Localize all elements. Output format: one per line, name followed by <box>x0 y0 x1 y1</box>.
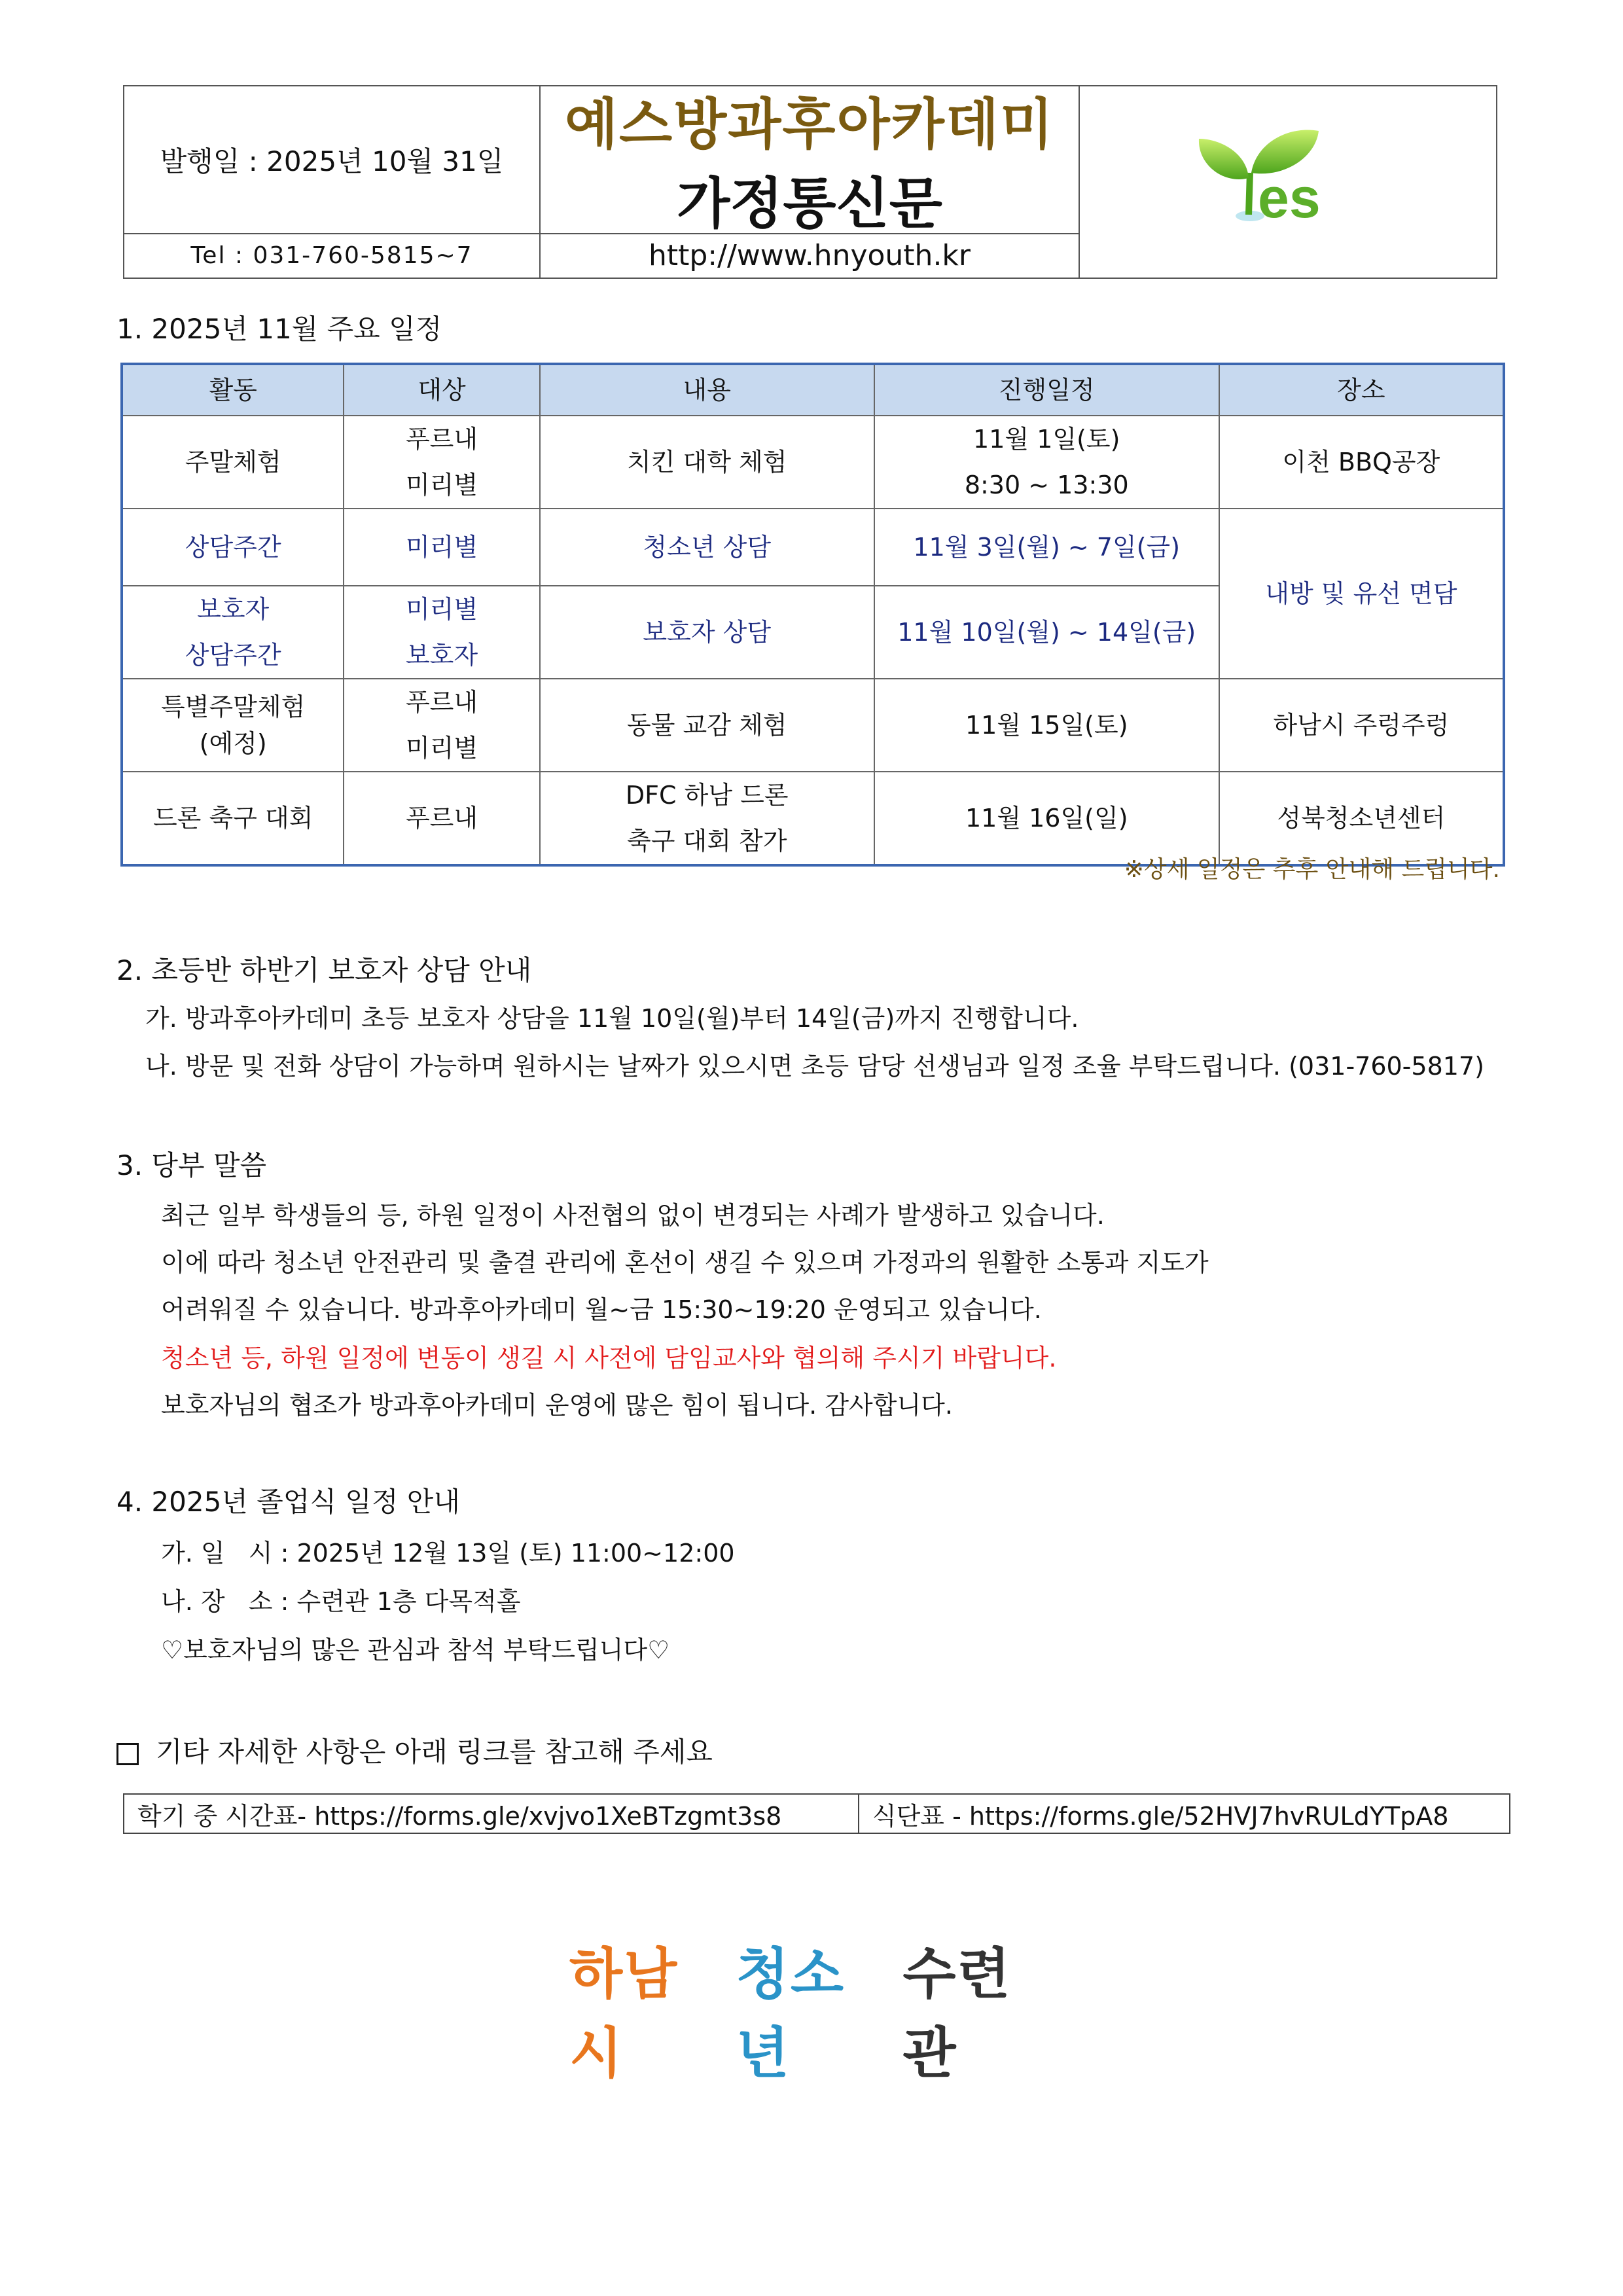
row1-place: 이천 BBQ공장 <box>1282 448 1440 476</box>
row4-target-1: 푸르내 <box>405 688 478 717</box>
section3-line-2: 이에 따라 청소년 안전관리 및 출결 관리에 혼선이 생길 수 있으며 가정과의 원활한 소통과 지도가 <box>161 1248 1209 1277</box>
row2-target: 미리별 <box>405 533 478 562</box>
row4-activity-1: 특별주말체험 <box>161 692 306 721</box>
row5-activity: 드론 축구 대회 <box>152 804 313 833</box>
yes-sprout-logo <box>1185 113 1381 257</box>
row1-activity: 주말체험 <box>185 448 281 476</box>
table-row <box>122 679 1504 772</box>
row2-content: 청소년 상담 <box>643 533 772 562</box>
section4-heading: 4. 2025년 졸업식 일정 안내 <box>116 1486 460 1518</box>
row1-target-2: 미리별 <box>405 471 478 499</box>
row4-schedule: 11월 15일(토) <box>965 711 1128 740</box>
logo-text-center: 수련관 <box>902 1942 1012 2085</box>
table-row <box>122 509 1504 586</box>
section3-warning: 청소년 등, 하원 일정에 변동이 생길 시 사전에 담임교사와 협의해 주시기 바랍니다. <box>161 1344 1057 1372</box>
schedule-note: ※상세 일정은 추후 안내해 드립니다. <box>1124 856 1500 883</box>
row4-place: 하남시 주렁주렁 <box>1273 711 1450 740</box>
issue-date: 발행일 : 2025년 10월 31일 <box>160 145 504 177</box>
academy-title: 예스방과후아카데미 <box>564 92 1055 156</box>
row5-place: 성북청소년센터 <box>1277 804 1446 833</box>
section1-heading: 1. 2025년 11월 주요 일정 <box>116 313 442 345</box>
section3-line-3: 어려워질 수 있습니다. 방과후아카데미 월~금 15:30~19:20 운영되고 있습니다. <box>161 1295 1042 1324</box>
col-header-target: 대상 <box>344 364 539 416</box>
section3-line-1: 최근 일부 학생들의 등, 하원 일정이 사전협의 없이 변경되는 사례가 발생하고 있습니다. <box>161 1201 1105 1230</box>
menu-link[interactable]: 식단표 - https://forms.gle/52HVJ7hvRULdYTpA8 <box>872 1801 1449 1831</box>
section2-item-b: 나. 방문 및 전화 상담이 가능하며 원하시는 날짜가 있으시면 초등 담당 선생님과 일정 조율 부탁드립니다. (031-760-5817) <box>145 1052 1484 1081</box>
newsletter-title: 가정통신문 <box>677 171 942 236</box>
row3-schedule: 11월 10일(월) ~ 14일(금) <box>897 618 1196 647</box>
row1-schedule-1: 11월 1일(토) <box>973 425 1120 454</box>
header-divider <box>124 233 1080 234</box>
row5-content-1: DFC 하남 드론 <box>625 781 789 810</box>
checkbox-square-icon <box>116 1743 139 1765</box>
row3-target-1: 미리별 <box>405 595 478 624</box>
schedule-table <box>120 363 1505 867</box>
graduation-place: 나. 장 소 : 수련관 1층 다목적홀 <box>161 1587 521 1616</box>
row1-target-1: 푸르내 <box>405 425 478 454</box>
logo-text-hanam: 하남시 <box>569 1942 679 2085</box>
row5-schedule: 11월 16일(일) <box>965 804 1128 833</box>
table-row <box>122 416 1504 509</box>
col-header-content: 내용 <box>540 364 874 416</box>
row3-activity-2: 상담주간 <box>185 641 281 670</box>
header-box <box>123 85 1497 279</box>
timetable-link[interactable]: 학기 중 시간표- https://forms.gle/xvjvo1XeBTzgmt3s8 <box>124 1795 859 1833</box>
tel-cell <box>124 233 541 278</box>
links-heading-row <box>116 1731 713 1770</box>
col-header-place: 장소 <box>1219 364 1504 416</box>
section3-closing: 보호자님의 협조가 방과후아카데미 운영에 많은 힘이 됩니다. 감사합니다. <box>161 1391 953 1420</box>
row4-activity-2: (예정) <box>199 729 267 758</box>
row5-target: 푸르내 <box>405 804 478 833</box>
links-table <box>123 1793 1510 1834</box>
table-header-row <box>122 364 1504 416</box>
col-header-schedule: 진행일정 <box>874 364 1219 416</box>
col-header-activity: 활동 <box>122 364 344 416</box>
hanam-youth-center-logo <box>569 1942 1054 2085</box>
row3-content: 보호자 상담 <box>643 618 772 647</box>
row2-schedule: 11월 3일(월) ~ 7일(금) <box>913 533 1181 562</box>
row4-content: 동물 교감 체험 <box>627 711 787 740</box>
section2-item-a: 가. 방과후아카데미 초등 보호자 상담을 11월 10일(월)부터 14일(금)까지 진행합니다. <box>145 1004 1079 1033</box>
row2-activity: 상담주간 <box>185 533 281 562</box>
row3-target-2: 보호자 <box>405 641 478 670</box>
graduation-time: 가. 일 시 : 2025년 12월 13일 (토) 11:00~12:00 <box>161 1539 735 1568</box>
row5-content-2: 축구 대회 참가 <box>627 827 787 855</box>
logo-es-text: es <box>1258 167 1321 230</box>
issue-date-cell <box>124 86 541 233</box>
logo-text-youth: 청소년 <box>736 1942 845 2085</box>
row4-target-2: 미리별 <box>405 734 478 762</box>
website-url[interactable]: http://www.hnyouth.kr <box>648 238 971 272</box>
links-heading: 기타 자세한 사항은 아래 링크를 참고해 주세요 <box>156 1736 713 1768</box>
row1-schedule-2: 8:30 ~ 13:30 <box>964 471 1129 499</box>
sprout-icon <box>1185 113 1381 257</box>
row2-place: 내방 및 유선 면담 <box>1265 579 1457 608</box>
row1-content: 치킨 대학 체험 <box>627 448 787 476</box>
section3-heading: 3. 당부 말씀 <box>116 1149 267 1181</box>
section2-heading: 2. 초등반 하반기 보호자 상담 안내 <box>116 954 532 986</box>
row3-activity-1: 보호자 <box>197 595 270 624</box>
title-cell <box>541 86 1080 236</box>
url-cell <box>541 233 1080 278</box>
graduation-closing: ♡보호자님의 많은 관심과 참석 부탁드립니다♡ <box>161 1636 670 1664</box>
tel-number: Tel : 031-760-5815~7 <box>190 242 473 269</box>
